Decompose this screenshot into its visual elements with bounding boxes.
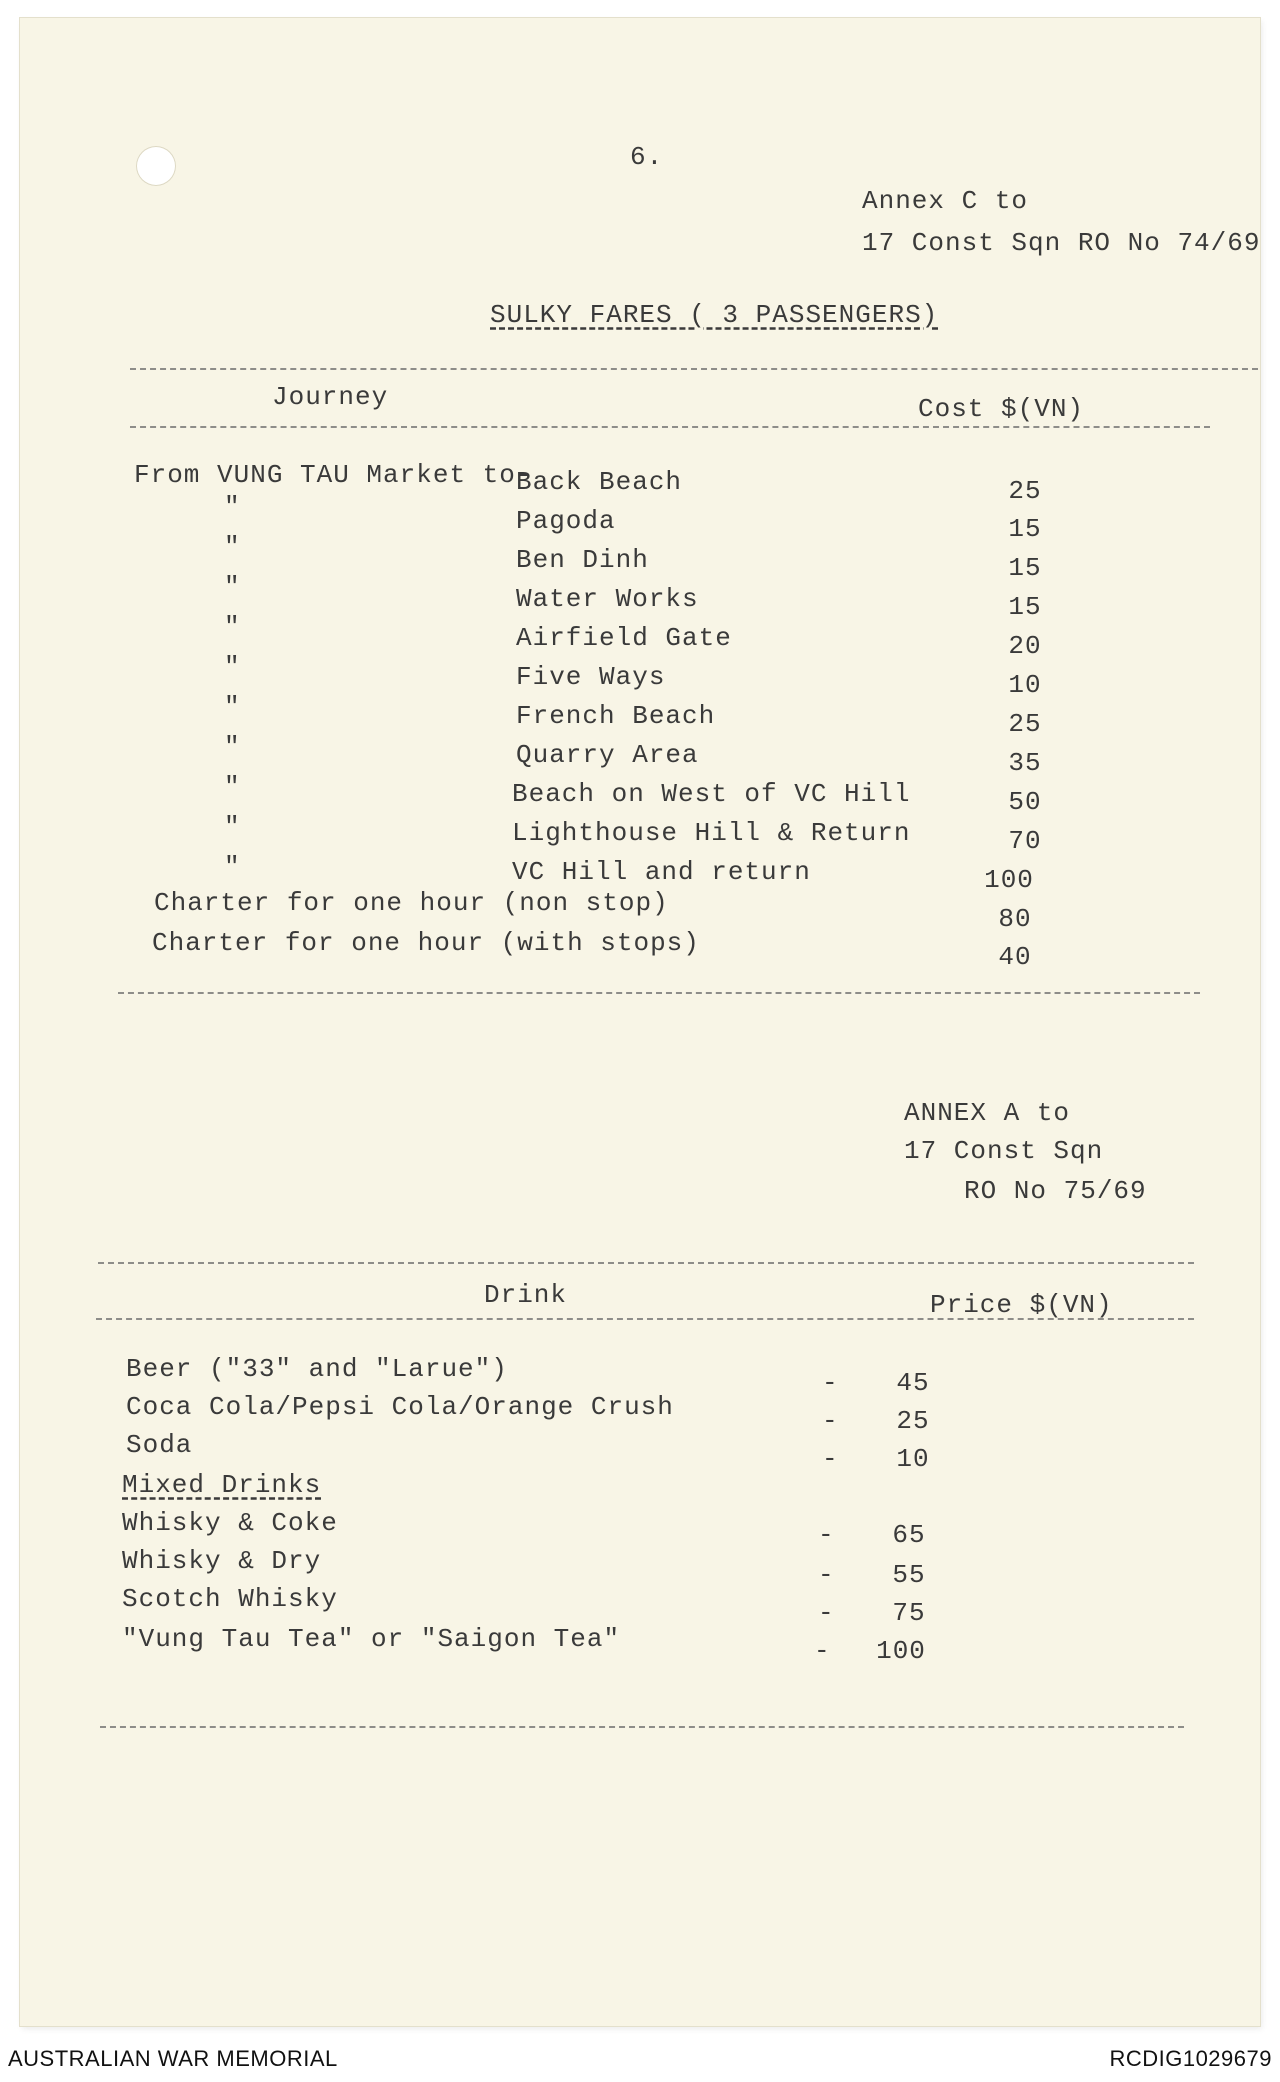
drinks-col-drink: Drink bbox=[484, 1280, 568, 1310]
sulky-fares-title: SULKY FARES ( 3 PASSENGERS) bbox=[490, 300, 939, 330]
ditto-mark: " bbox=[224, 492, 241, 522]
drink-name: "Vung Tau Tea" or "Saigon Tea" bbox=[122, 1624, 621, 1654]
ditto-mark: " bbox=[224, 772, 241, 802]
annex-a-line2: 17 Const Sqn bbox=[904, 1136, 1104, 1166]
fare-cost: 70 bbox=[1008, 826, 1042, 856]
footer-record-id: RCDIG1029679 bbox=[1109, 2046, 1272, 2071]
mixed-drinks-heading: Mixed Drinks bbox=[122, 1470, 322, 1500]
drink-price: 65 bbox=[892, 1520, 926, 1550]
drink-dash: - bbox=[822, 1444, 839, 1474]
fare-cost: 35 bbox=[1008, 748, 1042, 778]
destination-name: Beach on West of VC Hill bbox=[512, 779, 911, 809]
fare-cost: 10 bbox=[1008, 670, 1042, 700]
charter-label: Charter for one hour (with stops) bbox=[152, 928, 700, 958]
fare-cost: 50 bbox=[1008, 787, 1042, 817]
drinks-bottom-rule bbox=[100, 1726, 1184, 1728]
ditto-mark: " bbox=[224, 572, 241, 602]
destination-name: Quarry Area bbox=[516, 740, 699, 770]
fare-cost: 15 bbox=[1008, 514, 1042, 544]
ditto-mark: " bbox=[224, 812, 241, 842]
drink-price: 55 bbox=[892, 1560, 926, 1590]
destination-name: Pagoda bbox=[516, 506, 616, 536]
annex-c-line1: Annex C to bbox=[862, 186, 1029, 216]
drink-dash: - bbox=[814, 1636, 831, 1666]
drink-price: 25 bbox=[896, 1406, 930, 1436]
destination-name: VC Hill and return bbox=[512, 857, 811, 887]
annex-a-line3: RO No 75/69 bbox=[964, 1176, 1147, 1206]
sulky-col-cost: Cost $(VN) bbox=[918, 394, 1085, 424]
charter-cost: 80 bbox=[998, 904, 1032, 934]
drink-name: Scotch Whisky bbox=[122, 1584, 338, 1614]
destination-name: Water Works bbox=[516, 584, 699, 614]
page-number: 6. bbox=[630, 142, 664, 172]
from-prefix: From VUNG TAU Market to- bbox=[134, 460, 533, 490]
sulky-bottom-rule bbox=[118, 992, 1200, 994]
drink-dash: - bbox=[822, 1406, 839, 1436]
fare-cost: 15 bbox=[1008, 592, 1042, 622]
drink-dash: - bbox=[822, 1368, 839, 1398]
drink-name: Soda bbox=[126, 1430, 193, 1460]
charter-label: Charter for one hour (non stop) bbox=[154, 888, 669, 918]
ditto-mark: " bbox=[224, 532, 241, 562]
drink-price: 10 bbox=[896, 1444, 930, 1474]
drink-price: 75 bbox=[892, 1598, 926, 1628]
annex-c-line2: 17 Const Sqn RO No 74/69 bbox=[862, 228, 1261, 258]
destination-name: French Beach bbox=[516, 701, 716, 731]
footer-archive-name: AUSTRALIAN WAR MEMORIAL bbox=[8, 2046, 338, 2071]
ditto-mark: " bbox=[224, 612, 241, 642]
drinks-top-rule bbox=[98, 1262, 1194, 1264]
fare-cost: 25 bbox=[1008, 476, 1042, 506]
destination-name: Ben Dinh bbox=[516, 545, 649, 575]
sulky-col-journey: Journey bbox=[272, 382, 389, 412]
destination-name: Airfield Gate bbox=[516, 623, 732, 653]
drink-dash: - bbox=[818, 1520, 835, 1550]
drink-name: Beer ("33" and "Larue") bbox=[126, 1354, 508, 1384]
fare-cost: 25 bbox=[1008, 709, 1042, 739]
drinks-header-rule bbox=[96, 1318, 1194, 1320]
drink-price: 45 bbox=[896, 1368, 930, 1398]
drink-name: Whisky & Dry bbox=[122, 1546, 322, 1576]
sulky-top-rule bbox=[130, 368, 1258, 370]
drink-price: 100 bbox=[876, 1636, 926, 1666]
drink-name: Whisky & Coke bbox=[122, 1508, 338, 1538]
drinks-col-price: Price $(VN) bbox=[930, 1290, 1113, 1320]
drink-dash: - bbox=[818, 1560, 835, 1590]
drink-dash: - bbox=[818, 1598, 835, 1628]
ditto-mark: " bbox=[224, 852, 241, 882]
ditto-mark: " bbox=[224, 732, 241, 762]
annex-a-line1: ANNEX A to bbox=[904, 1098, 1071, 1128]
destination-name: Back Beach bbox=[516, 467, 683, 497]
fare-cost: 15 bbox=[1008, 553, 1042, 583]
ditto-mark: " bbox=[224, 652, 241, 682]
fare-cost: 20 bbox=[1008, 631, 1042, 661]
destination-name: Lighthouse Hill & Return bbox=[512, 818, 911, 848]
charter-cost: 40 bbox=[998, 942, 1032, 972]
ditto-mark: " bbox=[224, 692, 241, 722]
drink-name: Coca Cola/Pepsi Cola/Orange Crush bbox=[126, 1392, 674, 1422]
destination-name: Five Ways bbox=[516, 662, 666, 692]
fare-cost: 100 bbox=[984, 865, 1034, 895]
punch-hole bbox=[136, 146, 176, 186]
sulky-header-rule bbox=[130, 426, 1210, 428]
